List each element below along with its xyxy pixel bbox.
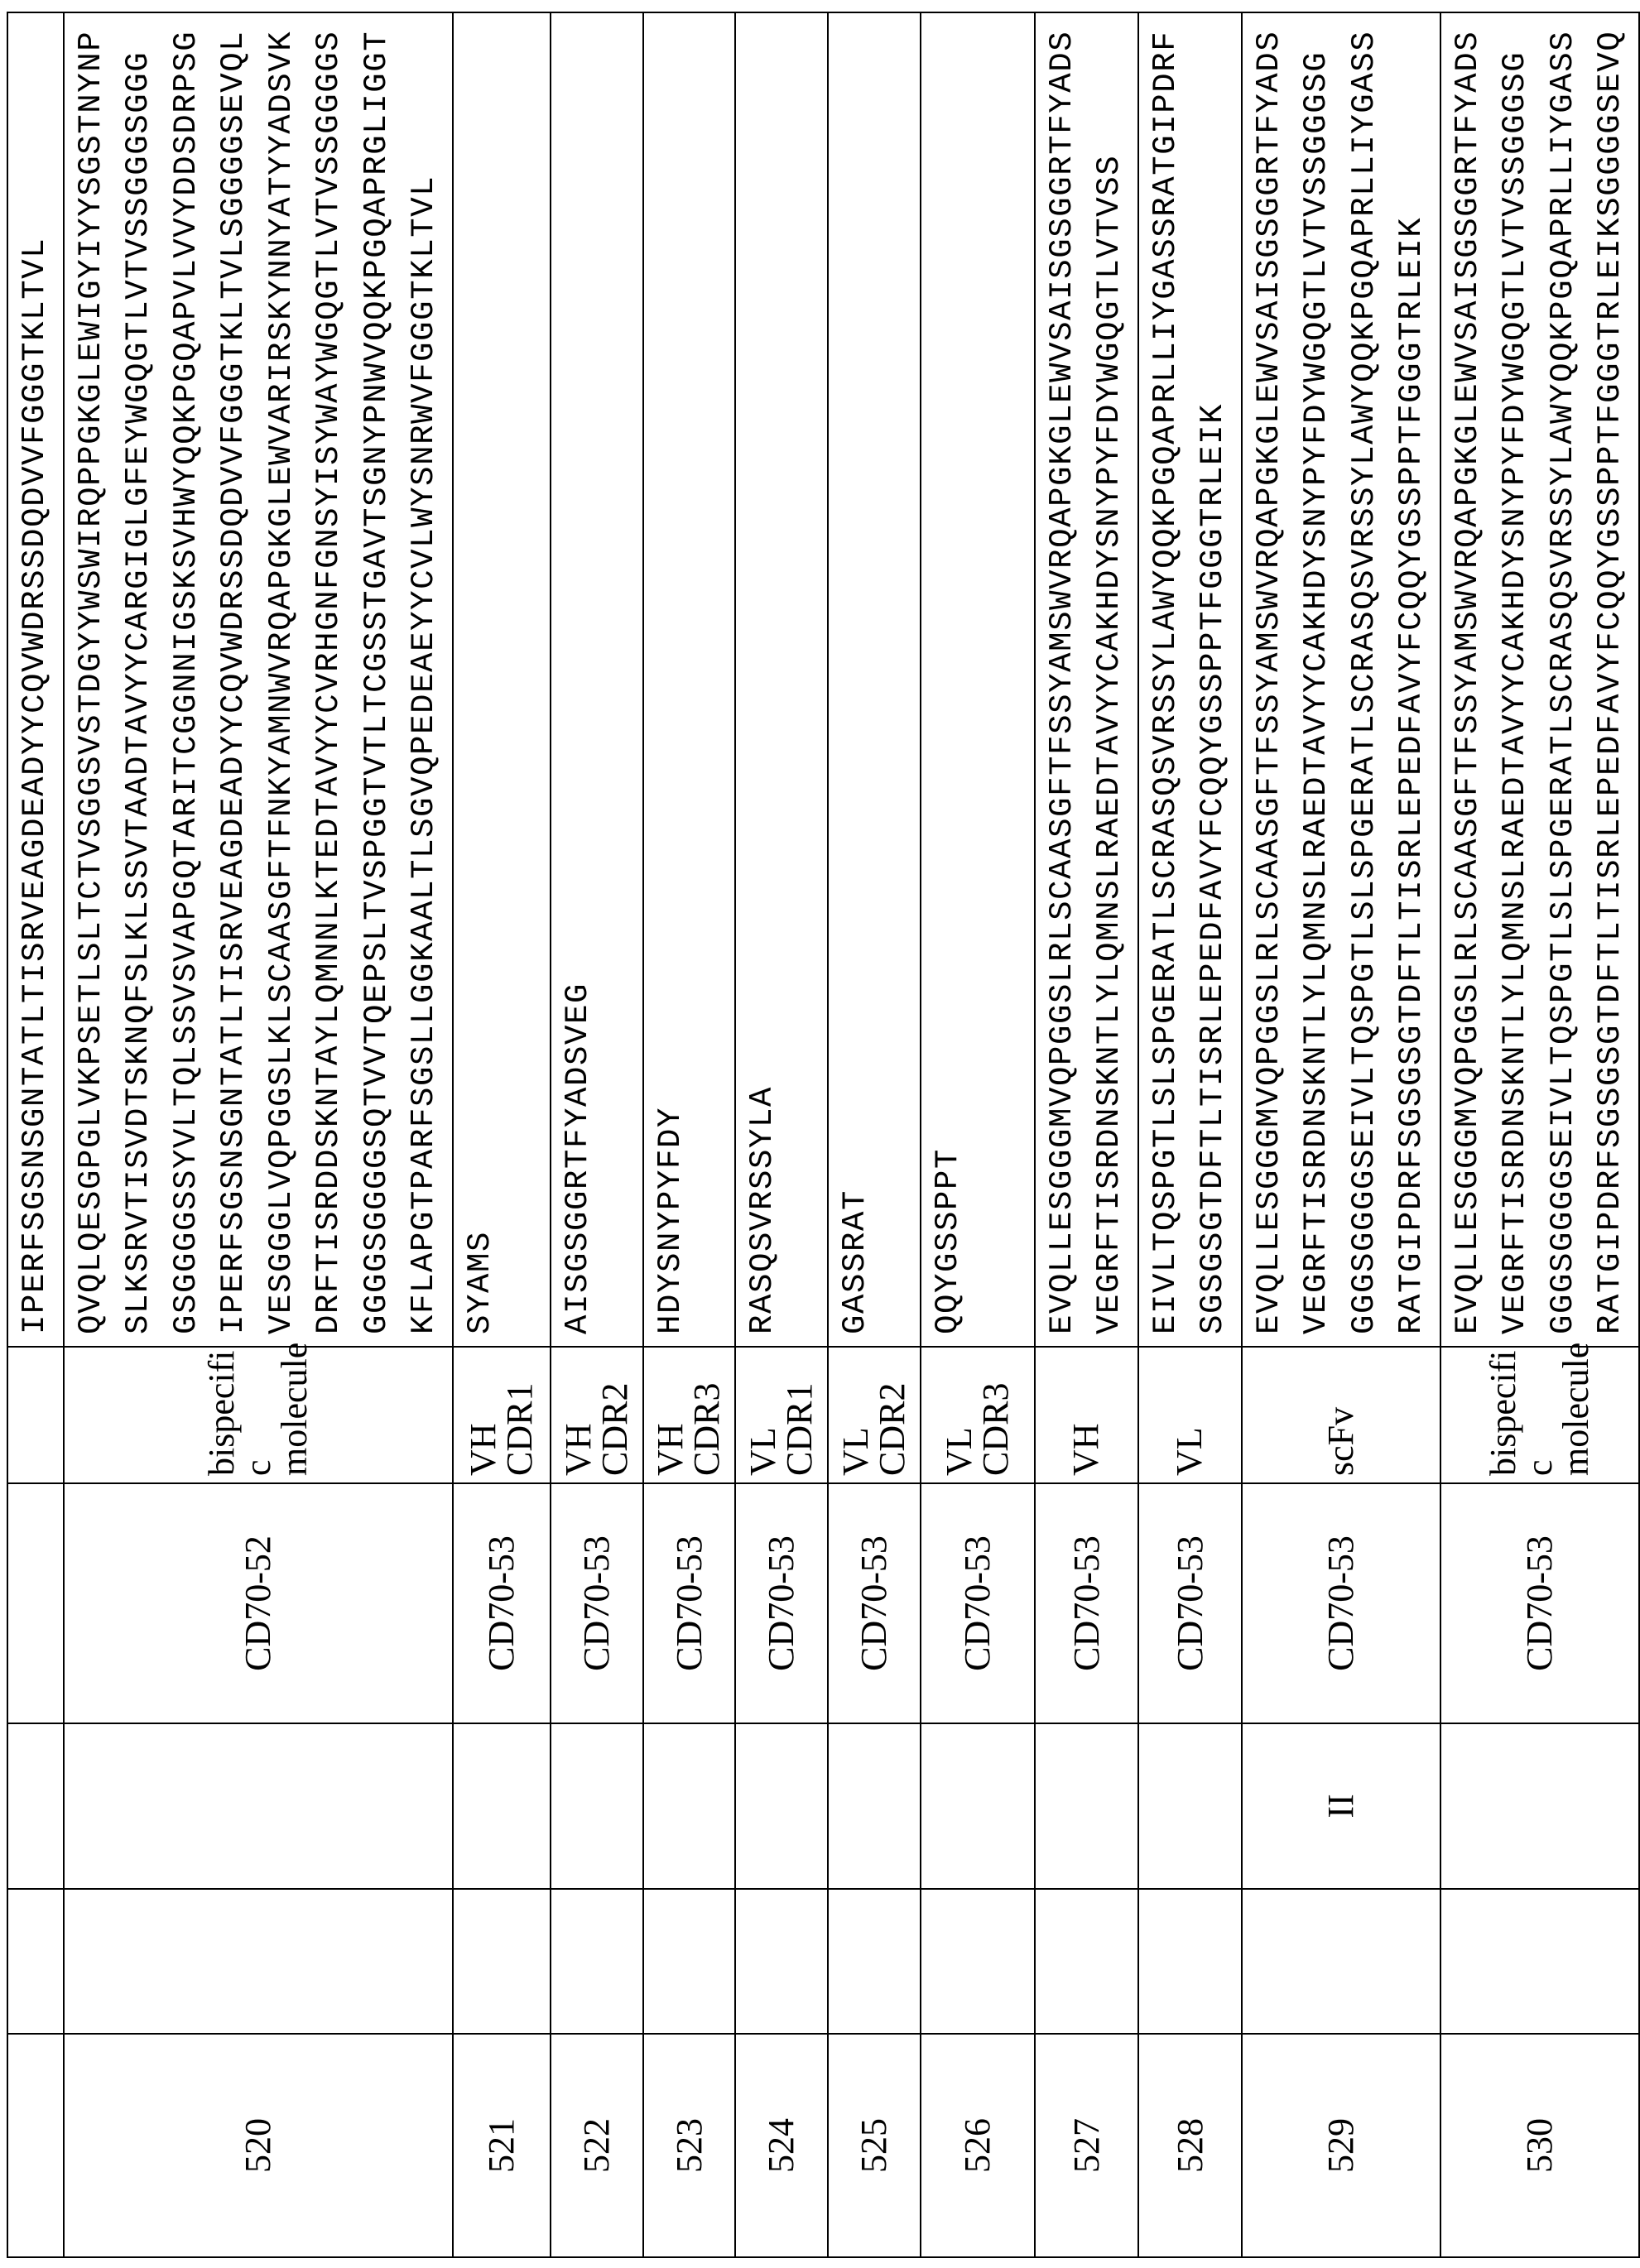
molecule-type-cell [7, 1347, 64, 1483]
table-row [551, 12, 643, 2257]
molecule-type-cell: VL CDR1 [735, 1347, 828, 1483]
sequence-cell [453, 12, 551, 1347]
seq-id-cell: 521 [453, 2034, 551, 2257]
blank-cell [1035, 1889, 1138, 2034]
group-cell [453, 1723, 551, 1889]
construct-name-cell: CD70-53 [921, 1483, 1035, 1723]
sequence-line: EVQLLESGGGMVQPGGSLRLSCAASGFTFSSYAMSWVRQAPGKGLEWVSAISGSGGRTFYADS [1246, 25, 1294, 1334]
construct-name-cell: CD70-53 [643, 1483, 735, 1723]
sequence-line: IPERFSGSNSGNTATLTISRVEAGDEADYYCQVWDRSSDQDVVFGGGTKLTVLSGGGGSEVQL [210, 25, 258, 1334]
blank-cell [64, 1889, 453, 2034]
molecule-type-cell: scFv [1242, 1347, 1440, 1483]
construct-name-cell: CD70-53 [1035, 1483, 1138, 1723]
sequence-cell [828, 12, 921, 1347]
group-cell [1035, 1723, 1138, 1889]
blank-cell [453, 1889, 551, 2034]
sequence-cell [551, 12, 643, 1347]
sequence-line: VEGRFTISRDNSKNTLYLQMNSLRAEDTAVYYCAKHDYSNYPYFDYWGQGTLVTVSSGGGSG [1293, 25, 1341, 1334]
sequence-cell [735, 12, 828, 1347]
sequence-cell [7, 12, 64, 1347]
group-cell [1440, 1723, 1639, 1889]
blank-cell [643, 1889, 735, 2034]
sequence-line: HDYSNYPYFDY [647, 25, 695, 1334]
blank-cell [921, 1889, 1035, 2034]
construct-name-cell: CD70-53 [453, 1483, 551, 1723]
seq-id-cell [7, 2034, 64, 2257]
seq-id-cell: 530 [1440, 2034, 1639, 2257]
table-row [921, 12, 1035, 2257]
seq-id-cell: 522 [551, 2034, 643, 2257]
construct-name-cell [7, 1483, 64, 1723]
table-row [1440, 12, 1639, 2257]
blank-cell [7, 1889, 64, 2034]
sequence-line: DRFTISRDDSKNTAYLQMNNLKTEDTAVYYCVRHGNFGNSYISYWAYWGQGTLVTVSSGGGGS [305, 25, 353, 1334]
molecule-type-cell: VL [1138, 1347, 1242, 1483]
group-cell [551, 1723, 643, 1889]
sequence-table [7, 12, 1640, 2258]
sequence-cell [643, 12, 735, 1347]
group-cell [828, 1723, 921, 1889]
sequence-line: GGGGSGGGGSQTVVTQEPSLTVSPGGTVTLTCGSSTGAVTSGNYPNWVQQKPGQAPRGLIGGT [353, 25, 402, 1334]
table-row [64, 12, 453, 2257]
sequence-line: RATGIPDRFSGSGSGTDFTLTISRLEPEDFAVYFCQQYGSSPPTFGGGTRLEIK [1388, 25, 1436, 1334]
seq-id-cell: 523 [643, 2034, 735, 2257]
construct-name-cell: CD70-53 [735, 1483, 828, 1723]
sequence-line: VESGGGLVQPGGSLKLSCAASGFTFNKYAMNWVRQAPGKGLEWVARIRSKYNNYATYYADSVK [258, 25, 306, 1334]
table-row [735, 12, 828, 2257]
sequence-line: VEGRFTISRDNSKNTLYLQMNSLRAEDTAVYYCAKHDYSNYPYFDYWGQGTLVTVSSGGGSG [1492, 25, 1540, 1334]
sequence-cell [921, 12, 1035, 1347]
table-row [7, 12, 64, 2257]
group-cell [1138, 1723, 1242, 1889]
sequence-cell [1242, 12, 1440, 1347]
seq-id-cell: 524 [735, 2034, 828, 2257]
sequence-line: GGGSGGGGSEIVLTQSPGTLSLSPGERATLSCRASQSVRSSYLAWYQQKPGQAPRLLIYGASS [1540, 25, 1588, 1334]
molecule-type-cell: VL CDR3 [921, 1347, 1035, 1483]
sequence-table-body [7, 12, 1639, 2257]
molecule-type-cell: bispecifi c molecule [1440, 1347, 1639, 1483]
seq-id-cell: 520 [64, 2034, 453, 2257]
blank-cell [1242, 1889, 1440, 2034]
blank-cell [1138, 1889, 1242, 2034]
seq-id-cell: 526 [921, 2034, 1035, 2257]
sequence-line: EVQLLESGGGMVQPGGSLRLSCAASGFTFSSYAMSWVRQAPGKGLEWVSAISGSGGRTFYADS [1445, 25, 1493, 1334]
sequence-cell [64, 12, 453, 1347]
sequence-line: QQYGSSPPT [925, 25, 973, 1334]
sequence-cell [1440, 12, 1639, 1347]
sequence-line: SGSGSGTDFTLTISRLEPEDFAVYFCQQYGSSPPTFGGGTRLEIK [1190, 25, 1238, 1334]
sequence-line: KFLAPGTPARFSGSLLGGKAALTLSGVQPEDEAEYYCVLWYSNRWVFGGGTKLTVL [401, 25, 449, 1334]
sequence-line: EIVLTQSPGTLSLSPGERATLSCRASQSVRSSYLAWYQQKPGQAPRLLIYGASSRATGIPDRF [1142, 25, 1190, 1334]
sequence-line: EVQLLESGGGMVQPGGSLRLSCAASGFTFSSYAMSWVRQAPGKGLEWVSAISGSGGRTFYADS [1039, 25, 1087, 1334]
blank-cell [735, 1889, 828, 2034]
sequence-line: GSGGGGSSYVLTQLSSVSVAPGQTARITCGGNNIGSKSVHWYQQKPGQAPVLVVYDDSDRPSG [163, 25, 211, 1334]
sequence-line: AISGSGGRTFYADSVEG [555, 25, 603, 1334]
sequence-cell [1138, 12, 1242, 1347]
sequence-line: QVQLQESGPGLVKPSETLSLTCTVSGGSVSTDGYYWSWIRQPPGKGLEWIGYIYYSGSTNYNP [68, 25, 116, 1334]
blank-cell [828, 1889, 921, 2034]
construct-name-cell: CD70-53 [551, 1483, 643, 1723]
group-cell [64, 1723, 453, 1889]
sequence-line: GGGSGGGGSEIVLTQSPGTLSLSPGERATLSCRASQSVRSSYLAWYQQKPGQAPRLLIYGASS [1341, 25, 1389, 1334]
molecule-type-cell: VL CDR2 [828, 1347, 921, 1483]
seq-id-cell: 525 [828, 2034, 921, 2257]
rotated-page [0, 0, 1596, 2268]
molecule-type-cell: VH CDR1 [453, 1347, 551, 1483]
group-cell [735, 1723, 828, 1889]
seq-id-cell: 528 [1138, 2034, 1242, 2257]
construct-name-cell: CD70-52 [64, 1483, 453, 1723]
molecule-type-cell: VH CDR3 [643, 1347, 735, 1483]
sequence-line: RATGIPDRFSGSGSGTDFTLTISRLEPEDFAVYFCQQYGSSPPTFGGGTRLEIKSGGGGSEVQ [1587, 25, 1635, 1334]
sequence-cell [1035, 12, 1138, 1347]
molecule-type-cell: VH CDR2 [551, 1347, 643, 1483]
sequence-line: IPERFSGSNSGNTATLTISRVEAGDEADYYCQVWDRSSDQDVVFGGGTKLTVL [12, 25, 60, 1334]
table-row [453, 12, 551, 2257]
table-row [643, 12, 735, 2257]
sequence-line: VEGRFTISRDNSKNTLYLQMNSLRAEDTAVYYCAKHDYSNYPYFDYWGQGTLVTVSS [1086, 25, 1134, 1334]
molecule-type-cell: VH [1035, 1347, 1138, 1483]
blank-cell [551, 1889, 643, 2034]
group-cell [921, 1723, 1035, 1889]
sequence-line: RASQSVRSSYLA [739, 25, 787, 1334]
construct-name-cell: CD70-53 [828, 1483, 921, 1723]
sequence-line: SYAMS [457, 25, 505, 1334]
table-row [828, 12, 921, 2257]
sequence-line: SLKSRVTISVDTSKNQFSLKLSSVTAADTAVYYCARGIGLGFEYWGQGTLVTVSSGGGSGGG [115, 25, 163, 1334]
seq-id-cell: 529 [1242, 2034, 1440, 2257]
sequence-line: GASSRAT [832, 25, 880, 1334]
group-cell: II [1242, 1723, 1440, 1889]
group-cell [7, 1723, 64, 1889]
seq-id-cell: 527 [1035, 2034, 1138, 2257]
construct-name-cell: CD70-53 [1440, 1483, 1639, 1723]
construct-name-cell: CD70-53 [1242, 1483, 1440, 1723]
table-row [1242, 12, 1440, 2257]
molecule-type-cell: bispecifi c molecule [64, 1347, 453, 1483]
construct-name-cell: CD70-53 [1138, 1483, 1242, 1723]
group-cell [643, 1723, 735, 1889]
table-row [1035, 12, 1138, 2257]
blank-cell [1440, 1889, 1639, 2034]
table-row [1138, 12, 1242, 2257]
